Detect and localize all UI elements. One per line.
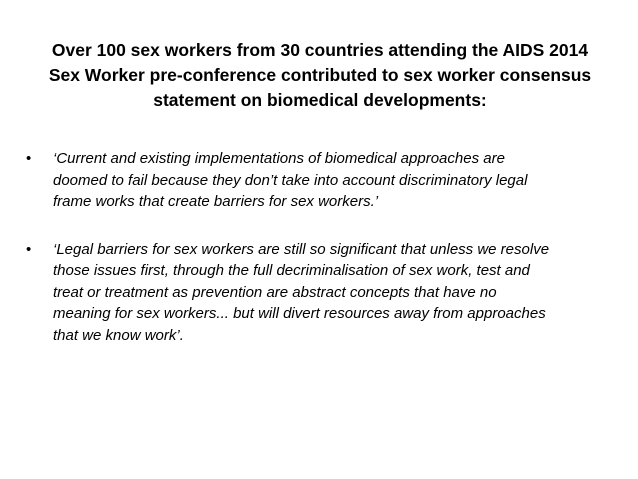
quote-line: meaning for sex workers... but will divert resources away from approaches bbox=[53, 305, 546, 322]
quote-line: that we know work’. bbox=[53, 326, 184, 344]
quote-line: doomed to fail because they don’t take into account discriminatory legal bbox=[53, 171, 528, 189]
bullet-list bbox=[0, 148, 638, 346]
bullet-icon: • bbox=[26, 240, 32, 258]
title-line: Sex Worker pre-conference contributed to sex worker consensus bbox=[48, 65, 592, 85]
title-line: statement on biomedical developments: bbox=[153, 90, 487, 110]
quote-line: ‘Legal barriers for sex workers are still so significant that unless we resolve bbox=[53, 240, 550, 258]
bullet-icon: • bbox=[26, 150, 32, 167]
slide-title bbox=[20, 38, 620, 113]
title-line: Over 100 sex workers from 30 countries attending the AIDS 2014 bbox=[51, 40, 589, 60]
quote-line: treat or treatment as prevention are abstract concepts that have no bbox=[53, 283, 497, 301]
quote-bullet-1 bbox=[0, 148, 638, 213]
quote-line: ‘Current and existing implementations of biomedical approaches are bbox=[53, 150, 505, 167]
quote-bullet-2 bbox=[0, 239, 638, 347]
quote-line: those issues first, through the full decriminalisation of sex work, test and bbox=[53, 262, 530, 279]
quote-line: frame works that create barriers for sex workers.’ bbox=[53, 193, 379, 210]
